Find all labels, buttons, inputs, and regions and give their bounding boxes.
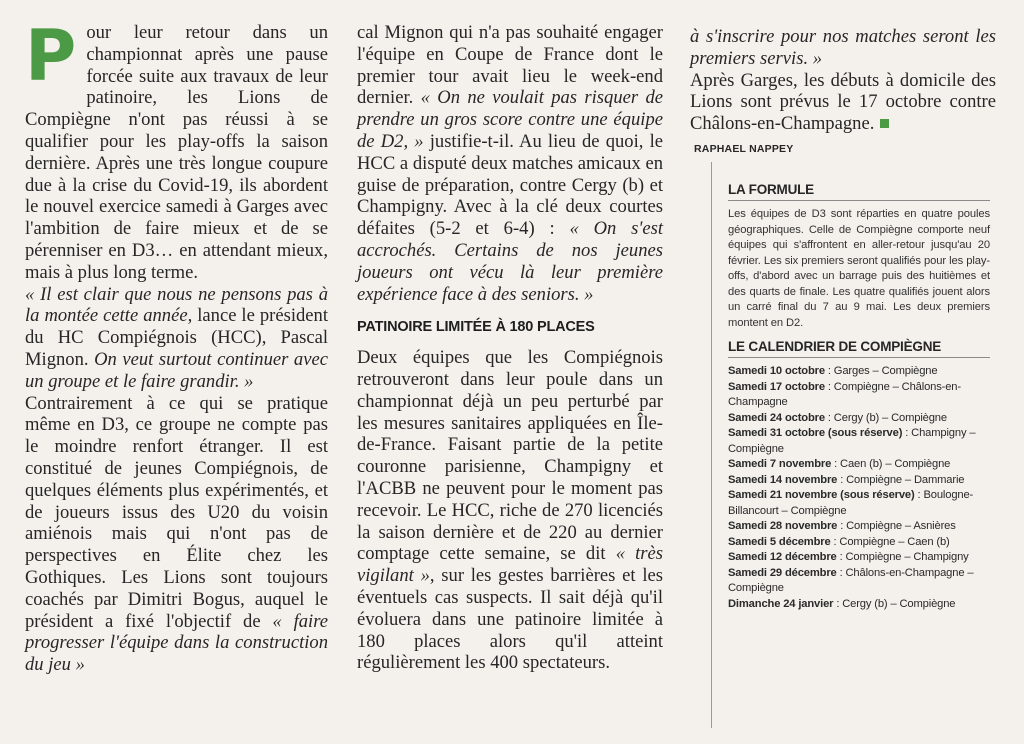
match-teams: : Caen (b) – Compiègne <box>831 458 951 470</box>
article-column-3 <box>690 26 996 161</box>
match-date: Samedi 28 novembre <box>728 520 838 532</box>
article-column-1 <box>25 15 328 676</box>
lead-paragraph <box>25 15 328 284</box>
column-divider <box>711 162 712 728</box>
tickets-quote-paragraph <box>690 26 996 70</box>
match-date: Samedi 21 novembre (sous réserve) <box>728 489 915 501</box>
match-teams: : Cergy (b) – Compiègne <box>824 411 947 424</box>
body-text: , sur les gestes barrières et les éventuels cas suspects. Il sait déjà qu'il évoluera dans une patinoire limitée à 180 places alors qu'il atteint régulièrement les 400 spectateurs. <box>357 565 663 674</box>
president-quote-paragraph <box>25 284 328 393</box>
match-teams: : Compiègne – Champigny <box>836 551 969 563</box>
match-date: Samedi 10 octobre <box>728 365 825 377</box>
match-teams: : Compiègne – Dammarie <box>837 473 965 486</box>
end-of-article-mark <box>880 119 889 128</box>
quote-text: On veut surtout continuer avec un groupe et le faire grandir. » <box>25 348 328 392</box>
body-text: cal Mignon qui n'a pas souhaité engager l'équipe en Coupe de France dont le premier tour avait lieu le week-end dernier. <box>357 22 663 109</box>
body-text: Contrairement à ce qui se pratique même en D3, ce groupe ne compte pas le moindre renfort étranger. Il est constitué de jeunes Compiégnois, de quelques éléments plus expérimentés, et de joueurs issus des U20 du voisin amiénois mais qui n'ont pas de perspectives en Élite chez les Gothiques. Les Lions sont toujours coachés par Dimitri Bogus, auquel le président a fixé l'objectif de <box>25 392 328 632</box>
formule-heading: LA FORMULE <box>728 182 990 201</box>
quote-text: « On s'est accrochés. Certains de nos jeunes joueurs ont vécu là leur première expérience face à des seniors. » <box>357 218 663 305</box>
rink-paragraph <box>357 347 663 674</box>
match-teams: : Compiègne – Châlons-en-Champagne <box>728 380 961 408</box>
calendar-list <box>728 364 990 612</box>
home-debut-paragraph <box>690 70 996 135</box>
author-byline: RAPHAEL NAPPEY <box>694 142 794 155</box>
quote-text: à s'inscrire pour nos matches seront les premiers servis. » <box>690 26 996 69</box>
section-subheading: PATINOIRE LIMITÉE À 180 PLACES <box>357 319 595 336</box>
match-date: Samedi 17 octobre <box>728 380 825 393</box>
calendar-item <box>728 426 990 457</box>
quote-text: « On ne voulait pas risquer de prendre un gros score contre une équipe de D2, » <box>357 87 664 152</box>
match-date: Samedi 29 décembre <box>728 566 837 579</box>
article-column-2 <box>357 22 663 674</box>
match-teams: : Cergy (b) – Compiègne <box>833 597 956 610</box>
match-date: Samedi 31 octobre (sous réserve) <box>728 427 903 439</box>
calendar-item <box>728 519 990 535</box>
body-text: justifie-t-il. Au lieu de quoi, le HCC a disputé deux matches amicaux en guise de préparation, contre Cergy (b) et Champigny. Avec à la clé deux courtes défaites (5-2 et 6-4) : <box>357 130 663 240</box>
body-text: lance le président du HC Compiégnois (HCC), Pascal Mignon. <box>25 305 328 370</box>
calendar-item <box>728 364 990 380</box>
lead-text: our leur retour dans un championnat après une pause forcée suite aux travaux de leur patinoire, les Lions de Compiègne n'ont pas réussi à se qualifier pour les play-offs la saison dernière. Après une très longue coupure due à la crise du Covid-19, ils abordent le nouvel exercice samedi à Garges avec l'ambition de faire mieux et de se pérenniser en D3… en attendant mieux, mais à plus long terme. <box>25 22 328 283</box>
body-text: Après Garges, les débuts à domicile des Lions sont prévus le 17 octobre contre Châlons-en-Champagne. <box>690 69 996 135</box>
team-composition-paragraph <box>25 393 328 676</box>
quote-text: « très vigilant » <box>357 543 663 587</box>
match-date: Dimanche 24 janvier <box>728 597 834 610</box>
match-teams: : Châlons-en-Champagne – Compiègne <box>728 566 974 594</box>
match-date: Samedi 14 novembre <box>728 473 838 486</box>
calendar-item <box>728 566 990 597</box>
calendar-item <box>728 488 990 519</box>
body-text: Deux équipes que les Compiégnois retrouveront dans leur poule dans un championnat déjà un peu perturbé par les mesures sanitaires appliquées en Île-de-France. Faisant partie de la petite couronne parisienne, Champigny et l'ACBB ne peuvent pour le moment pas recevoir. Le HCC, riche de 270 licenciés la saison dernière et de 220 au dernier comptage cette semaine, se dit <box>357 347 663 565</box>
calendar-item <box>728 457 990 473</box>
calendar-heading: LE CALENDRIER DE COMPIÈGNE <box>728 339 990 358</box>
match-teams: : Garges – Compiègne <box>824 365 938 377</box>
match-teams: : Champigny – Compiègne <box>728 427 976 455</box>
match-teams: : Boulogne-Billancourt – Compiègne <box>728 489 974 517</box>
calendar-item <box>728 411 990 427</box>
info-sidebar <box>728 182 990 612</box>
quote-text: « Il est clair que nous ne pensons pas à la montée cette année, <box>25 283 328 327</box>
formule-text: Les équipes de D3 sont réparties en quatre poules géographiques. Celle de Compiègne comporte neuf équipes qui s'affrontent en aller-retour jusqu'au 20 février. Les six premiers seront qualifiés pour les play-offs, d'abord avec un barrage puis des huitièmes et des quarts de finale. Les quatre qualifiés jouent alors un carré final du 7 au 9 mai. Les deux premiers montent en D2. <box>728 208 990 329</box>
calendar-item <box>728 550 990 566</box>
match-teams: : Compiègne – Caen (b) <box>830 535 950 548</box>
calendar-item <box>728 473 990 489</box>
quote-text: « faire progresser l'équipe dans la construction du jeu » <box>25 610 328 676</box>
match-date: Samedi 5 décembre <box>728 535 831 548</box>
preparation-paragraph <box>357 22 663 305</box>
dropcap-letter: P <box>25 15 77 97</box>
calendar-item <box>728 597 990 613</box>
match-date: Samedi 12 décembre <box>728 551 837 563</box>
match-date: Samedi 7 novembre <box>728 458 832 470</box>
calendar-item <box>728 535 990 551</box>
match-teams: : Compiègne – Asnières <box>837 520 956 532</box>
match-date: Samedi 24 octobre <box>728 411 825 424</box>
calendar-item <box>728 380 990 411</box>
